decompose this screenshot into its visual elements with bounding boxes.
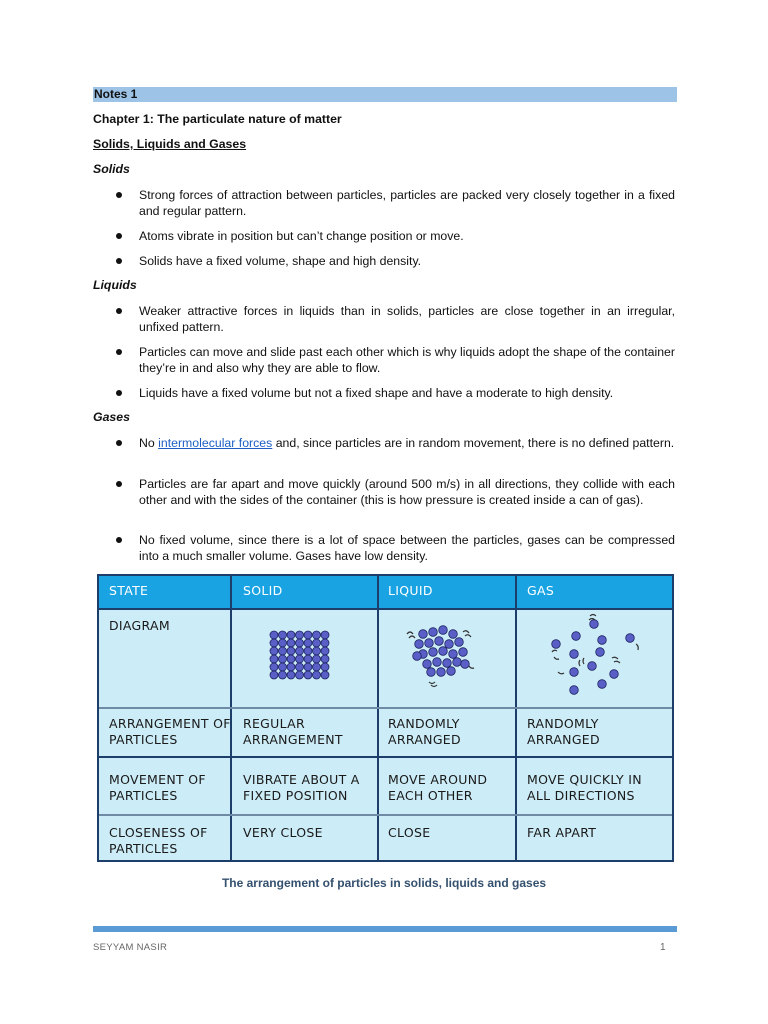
table-header-row [99,576,672,608]
gases-bullet-1-prefix: No [139,436,159,450]
footer-page-number: 1 [660,942,666,953]
particle [304,647,312,655]
gas-arrangement [527,716,600,748]
particle [626,634,635,643]
gas-movement [527,772,642,804]
notes-header-bar [93,87,677,102]
solid-arrangement [243,716,343,748]
bullet-dot [116,233,122,239]
gases-heading: Gases [93,410,130,424]
particle [455,638,464,647]
particle [321,671,329,679]
bullet-dot [116,192,122,198]
particle [304,631,312,639]
liquid-movement [388,772,487,804]
gas-particle-diagram [544,612,644,700]
row-label-diagram: DIAGRAM [109,618,170,633]
particle [423,660,432,669]
value-line: MOVE AROUND [388,772,488,787]
particle [270,639,278,647]
particle [429,648,438,657]
particle [321,663,329,671]
bullet-dot [116,258,122,264]
intermolecular-forces-link[interactable]: intermolecular forces [158,436,273,450]
particle [461,660,470,669]
gas-particles [552,620,635,695]
particle [321,655,329,663]
particle [598,680,607,689]
particle [270,671,278,679]
gases-bullet-3: No fixed volume, since there is a lot of space between the particles, gases can be compressed into a much smaller volume. Gases have low density. [139,533,675,563]
particle [419,630,428,639]
bullet-dot [116,537,122,543]
bullet-dot [116,308,122,314]
particle [596,648,605,657]
particle [443,659,452,668]
solids-bullet-2: Atoms vibrate in position but can’t change position or move. [139,229,464,243]
particle [287,631,295,639]
liquid-closeness: CLOSE [388,825,431,840]
particle [447,667,456,676]
liquid-particle-diagram [399,622,483,688]
particle [429,628,438,637]
particle [433,658,442,667]
value-line: ARRANGED [388,732,461,747]
value-line: MOVE QUICKLY IN [527,772,642,787]
particle [296,647,304,655]
label-line: PARTICLES [109,841,178,856]
footer-author: SEYYAM NASIR [93,942,168,953]
particle [427,668,436,677]
particle [552,640,561,649]
particle [304,655,312,663]
particle [304,639,312,647]
particle [270,647,278,655]
particle [449,630,458,639]
solid-particle-diagram [269,630,331,680]
row-label-closeness [109,825,208,857]
particle [439,647,448,656]
particle [287,639,295,647]
label-line: PARTICLES [109,732,178,747]
particle [570,686,579,695]
particle [572,632,581,641]
particle [313,663,321,671]
particle [296,639,304,647]
particle [313,655,321,663]
value-line: RANDOMLY [527,716,599,731]
liquids-bullet-1: Weaker attractive forces in liquids than in solids, particles are close together in an irregular, unfixed pattern. [139,304,675,334]
row-label-movement [109,772,206,804]
particle [321,631,329,639]
liquid-arrangement [388,716,461,748]
bullet-dot [116,349,122,355]
particle [270,631,278,639]
particle [313,639,321,647]
row-label-arrangement [109,716,231,748]
bullet-dot [116,481,122,487]
particle [270,663,278,671]
particle [270,655,278,663]
gases-bullet-1 [139,435,675,451]
particle [570,668,579,677]
particle [415,640,424,649]
column-divider [377,576,379,860]
label-line: MOVEMENT OF [109,772,206,787]
bullet-dot [116,390,122,396]
particle [590,620,599,629]
particle [437,668,446,677]
particle [296,663,304,671]
solid-particles [270,631,329,679]
particle [279,631,287,639]
particle [296,631,304,639]
header-liquid: LIQUID [388,583,433,598]
notes-label: Notes 1 [94,87,138,101]
label-line: CLOSENESS OF [109,825,208,840]
particle [313,647,321,655]
value-line: RANDOMLY [388,716,460,731]
particle [287,663,295,671]
row-divider [99,814,672,816]
particle [449,650,458,659]
liquids-bullet-2: Particles can move and slide past each other which is why liquids adopt the shape of the container they’re in and also why they are able to flow. [139,345,675,375]
value-line: EACH OTHER [388,788,473,803]
row-divider [99,707,672,709]
column-divider [515,576,517,860]
value-line: ALL DIRECTIONS [527,788,635,803]
particle [279,663,287,671]
particle [287,647,295,655]
particle [279,639,287,647]
particle [570,650,579,659]
chapter-title: Chapter 1: The particulate nature of matter [93,112,342,126]
particle [453,658,462,667]
gas-closeness: FAR APART [527,825,597,840]
gases-bullet-1-suffix: and, since particles are in random movement, there is no defined pattern. [272,436,675,450]
particle [296,655,304,663]
row-divider [99,756,672,758]
particle [610,670,619,679]
header-solid: SOLID [243,583,283,598]
value-line: VIBRATE ABOUT A [243,772,360,787]
particle [279,655,287,663]
particle [439,626,448,635]
particle [425,639,434,648]
label-line: ARRANGEMENT OF [109,716,231,731]
label-line: PARTICLES [109,788,178,803]
particle [459,648,468,657]
solid-closeness: VERY CLOSE [243,825,323,840]
liquids-heading: Liquids [93,278,137,292]
particle [588,662,597,671]
particle [279,647,287,655]
value-line: FIXED POSITION [243,788,348,803]
header-gas: GAS [527,583,555,598]
solid-movement [243,772,360,804]
particle [279,671,287,679]
particle [435,637,444,646]
value-line: ARRANGEMENT [243,732,343,747]
particle [313,671,321,679]
row-divider [99,608,672,610]
gases-bullet-2: Particles are far apart and move quickly (around 500 m/s) in all directions, they collide with each other and with the sides of the container (this is how pressure is created inside a can of gas). [139,477,675,507]
particle [304,663,312,671]
solids-bullet-1: Strong forces of attraction between particles, particles are packed very closely together in a fixed and regular pattern. [139,188,675,218]
table-caption: The arrangement of particles in solids, liquids and gases [221,876,547,890]
particle [296,671,304,679]
value-line: REGULAR [243,716,306,731]
particle [321,639,329,647]
value-line: ARRANGED [527,732,600,747]
liquids-bullet-3: Liquids have a fixed volume but not a fixed shape and have a moderate to high density. [139,386,614,400]
particle [445,640,454,649]
solids-heading: Solids [93,162,130,176]
bullet-dot [116,440,122,446]
particle [287,671,295,679]
states-of-matter-table [97,574,674,862]
particle [413,652,422,661]
particle [287,655,295,663]
particle [321,647,329,655]
liquid-particles [413,626,470,677]
particle [598,636,607,645]
footer-bar [93,926,677,932]
particle [313,631,321,639]
header-state: STATE [109,583,149,598]
section-title: Solids, Liquids and Gases [93,137,247,151]
particle [304,671,312,679]
solids-bullet-3: Solids have a fixed volume, shape and high density. [139,254,422,268]
